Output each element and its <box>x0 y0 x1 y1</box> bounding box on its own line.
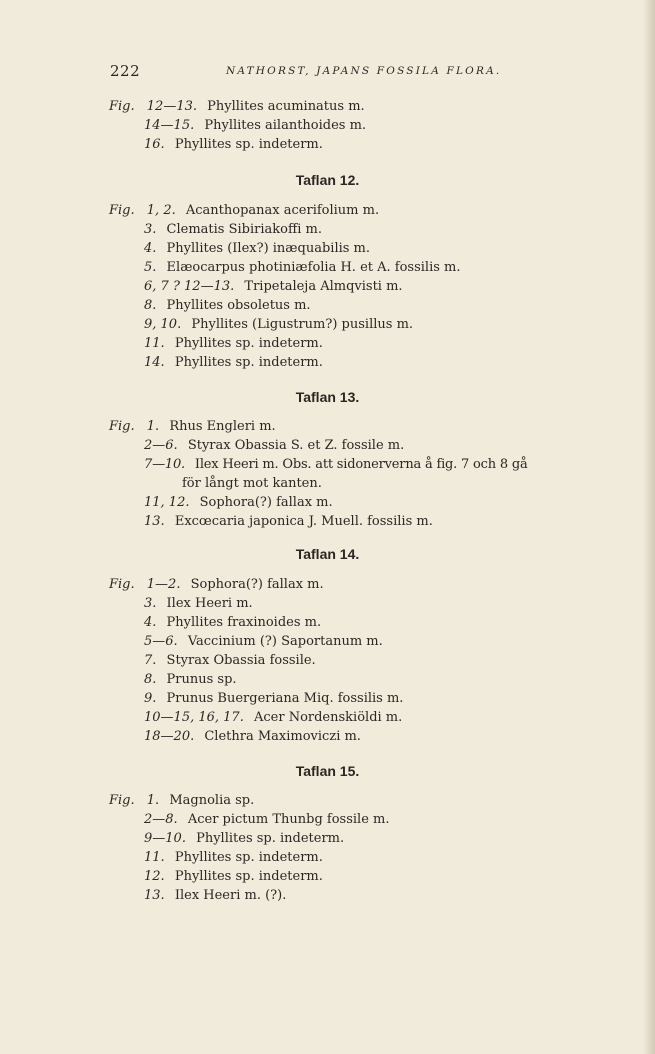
fig-number: 6, 7 ? 12—13. <box>144 279 235 294</box>
fig-number: 8. <box>144 672 157 687</box>
fig-entry <box>144 831 344 847</box>
fig-number: 1—2. <box>146 577 181 592</box>
fig-description: Acer Nordenskiöldi m. <box>253 710 403 725</box>
fig-number: 9. <box>144 691 157 706</box>
fig-description: Phyllites sp. indeterm. <box>174 850 323 865</box>
fig-entry <box>109 577 324 593</box>
fig-number: 11, 12. <box>144 495 190 510</box>
fig-number: 11. <box>144 336 165 351</box>
fig-number: 11. <box>144 850 165 865</box>
fig-label: Fig. <box>109 419 135 434</box>
fig-description: Ilex Heeri m. (?). <box>174 888 287 903</box>
fig-number: 12—13. <box>146 99 197 114</box>
fig-entry <box>109 99 365 115</box>
fig-entry <box>144 869 323 885</box>
fig-entry <box>144 729 361 745</box>
fig-description: Clematis Sibiriakoffi m. <box>166 222 322 237</box>
fig-number: 18—20. <box>144 729 195 744</box>
fig-description: Clethra Maximoviczi m. <box>204 729 361 744</box>
fig-entry <box>144 596 253 612</box>
fig-description: Phyllites fraxinoides m. <box>166 615 322 630</box>
fig-entry <box>144 118 366 134</box>
fig-number: 4. <box>144 615 157 630</box>
fig-entry <box>144 317 413 333</box>
fig-number: 1. <box>146 793 160 808</box>
fig-number: 1. <box>146 419 160 434</box>
section-title: Taflan 12. <box>295 172 360 188</box>
fig-description: Phyllites sp. indeterm. <box>174 355 323 370</box>
fig-entry <box>144 495 333 511</box>
fig-number: 4. <box>144 241 157 256</box>
fig-description: Magnolia sp. <box>169 793 255 808</box>
fig-entry <box>144 812 390 828</box>
fig-number: 2—6. <box>144 438 178 453</box>
fig-number: 5—6. <box>144 634 178 649</box>
fig-entry <box>144 137 323 153</box>
fig-entry <box>144 279 403 295</box>
fig-entry <box>144 260 461 276</box>
fig-number: 7—10. <box>144 457 185 472</box>
fig-entry <box>144 672 237 688</box>
fig-description: Vaccinium (?) Saportanum m. <box>187 634 383 649</box>
fig-label: Fig. <box>109 577 135 592</box>
fig-description: Phyllites acuminatus m. <box>207 99 365 114</box>
fig-entry <box>144 355 323 371</box>
fig-entry <box>144 850 323 866</box>
fig-description: Styrax Obassia fossile. <box>166 653 316 668</box>
running-title: NATHORST, JAPANS FOSSILA FLORA. <box>226 65 502 77</box>
fig-number: 13. <box>144 514 165 529</box>
fig-number: 10—15, 16, 17. <box>144 710 244 725</box>
fig-entry <box>144 336 323 352</box>
fig-entry <box>144 653 316 669</box>
fig-entry <box>109 793 254 809</box>
fig-label: Fig. <box>109 203 135 218</box>
fig-description: Acer pictum Thunbg fossile m. <box>187 812 390 827</box>
section-title: Taflan 15. <box>295 763 360 779</box>
fig-entry <box>144 691 403 707</box>
fig-entry <box>144 457 528 473</box>
fig-description: Excœcaria japonica J. Muell. fossilis m. <box>174 514 433 529</box>
fig-entry <box>144 888 286 904</box>
fig-description: Phyllites sp. indeterm. <box>174 137 323 152</box>
page-header <box>110 62 530 82</box>
fig-description: Styrax Obassia S. et Z. fossile m. <box>187 438 405 453</box>
fig-number: 3. <box>144 596 157 611</box>
fig-entry <box>144 438 404 454</box>
fig-description: Elæocarpus photiniæfolia H. et A. fossilis m. <box>166 260 461 275</box>
fig-description: Prunus sp. <box>166 672 237 687</box>
fig-number: 1, 2. <box>146 203 176 218</box>
fig-number: 9—10. <box>144 831 186 846</box>
fig-entry <box>144 634 383 650</box>
fig-number: 16. <box>144 137 165 152</box>
fig-description: Phyllites obsoletus m. <box>166 298 311 313</box>
fig-number: 14. <box>144 355 165 370</box>
page-number: 222 <box>110 62 141 80</box>
fig-entry <box>109 203 379 219</box>
fig-entry <box>144 514 433 530</box>
fig-entry <box>144 241 370 257</box>
fig-number: 7. <box>144 653 157 668</box>
fig-description: Sophora(?) fallax m. <box>199 495 333 510</box>
fig-description: Rhus Engleri m. <box>169 419 276 434</box>
fig-entry <box>109 419 276 435</box>
fig-number: 5. <box>144 260 157 275</box>
fig-number: 8. <box>144 298 157 313</box>
fig-label: Fig. <box>109 99 135 114</box>
fig-description: Tripetaleja Almqvisti m. <box>244 279 403 294</box>
section-title: Taflan 13. <box>295 389 360 405</box>
fig-description: för långt mot kanten. <box>182 476 322 491</box>
fig-description: Phyllites sp. indeterm. <box>174 869 323 884</box>
fig-description: Sophora(?) fallax m. <box>190 577 324 592</box>
fig-entry <box>144 615 321 631</box>
fig-description: Phyllites ailanthoides m. <box>204 118 367 133</box>
fig-number: 2—8. <box>144 812 178 827</box>
fig-entry-continuation <box>182 476 322 492</box>
fig-description: Ilex Heeri m. Obs. att sidonerverna å fig. 7 och 8 gå <box>194 457 528 472</box>
fig-description: Phyllites sp. indeterm. <box>196 831 345 846</box>
fig-number: 12. <box>144 869 165 884</box>
fig-description: Phyllites (Ligustrum?) pusillus m. <box>191 317 414 332</box>
fig-description: Prunus Buergeriana Miq. fossilis m. <box>166 691 404 706</box>
page-edge-shadow <box>643 0 655 1054</box>
fig-description: Phyllites sp. indeterm. <box>174 336 323 351</box>
fig-entry <box>144 710 402 726</box>
fig-number: 3. <box>144 222 157 237</box>
section-title: Taflan 14. <box>295 546 360 562</box>
fig-description: Phyllites (Ilex?) inæquabilis m. <box>166 241 371 256</box>
fig-number: 13. <box>144 888 165 903</box>
fig-label: Fig. <box>109 793 135 808</box>
fig-number: 9, 10. <box>144 317 182 332</box>
fig-entry <box>144 222 322 238</box>
fig-description: Ilex Heeri m. <box>166 596 253 611</box>
fig-description: Acanthopanax acerifolium m. <box>185 203 380 218</box>
fig-number: 14—15. <box>144 118 195 133</box>
fig-entry <box>144 298 311 314</box>
